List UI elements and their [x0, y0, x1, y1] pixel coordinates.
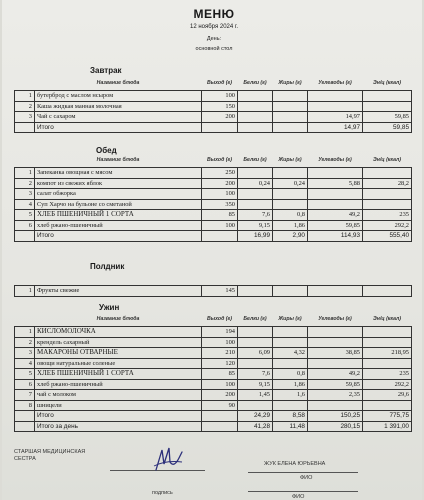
dish-name: чай с молоком: [35, 390, 202, 401]
col-carbs-header: Углеводы (г): [318, 79, 352, 86]
table-row: [15, 189, 412, 200]
menu-date: 12 ноября 2024 г.: [190, 24, 238, 30]
dish-carbs: [308, 327, 363, 338]
dish-fat: [273, 400, 308, 411]
dish-energy: 292,2: [363, 379, 412, 390]
dish-fat: 0,8: [273, 210, 308, 221]
col-protein-header: Белки (г): [243, 315, 267, 322]
row-number: 3: [15, 112, 35, 123]
day-total-carbs: 280,15: [308, 421, 363, 432]
dish-name: хлеб ржано-пшеничный: [35, 220, 202, 231]
row-number: 7: [15, 390, 35, 401]
dish-yield: 350: [202, 199, 238, 210]
table-row: [15, 358, 412, 369]
meal-title-dinner: Ужин: [99, 303, 120, 312]
meal-total-fat: 8,58: [273, 411, 308, 422]
col-fat-header: Жиры (г): [278, 315, 302, 322]
dish-energy: 28,2: [363, 178, 412, 189]
row-number: 1: [15, 286, 35, 297]
dish-energy: [363, 101, 412, 112]
col-energy-header: Эн/ц (ккал): [372, 315, 402, 322]
meal-total-protein: 24,29: [238, 411, 273, 422]
meal-total-label: Итого: [35, 411, 202, 422]
dish-fat: [273, 199, 308, 210]
dish-fat: [273, 189, 308, 200]
dish-carbs: [308, 358, 363, 369]
meal-title-snack: Полдник: [90, 262, 125, 271]
dish-energy: [363, 400, 412, 411]
col-carbs-header: Углеводы (г): [318, 315, 352, 322]
day-total-energy: 1 391,00: [363, 421, 412, 432]
menu-sheet: [2, 0, 422, 500]
row-number: 3: [15, 348, 35, 359]
signature-label: подпись: [152, 490, 173, 496]
meal-total-carbs: 14,97: [308, 122, 363, 133]
meal-total-energy: 775,75: [363, 411, 412, 422]
col-carbs-header: Углеводы (г): [318, 156, 352, 163]
dish-energy: 29,6: [363, 390, 412, 401]
dish-carbs: [308, 101, 363, 112]
dish-fat: [273, 101, 308, 112]
dish-protein: [238, 168, 273, 179]
dish-protein: [238, 400, 273, 411]
meal-total-carbs: 150,25: [308, 411, 363, 422]
dish-fat: 0,8: [273, 369, 308, 380]
table-row: [15, 101, 412, 112]
meal-title-breakfast: Завтрак: [90, 66, 122, 75]
total-spacer: [15, 411, 35, 422]
dish-energy: [363, 168, 412, 179]
dish-energy: [363, 327, 412, 338]
row-number: 2: [15, 101, 35, 112]
dish-carbs: [308, 168, 363, 179]
dish-fat: 1,86: [273, 379, 308, 390]
dish-yield: 210: [202, 348, 238, 359]
table-row: [15, 337, 412, 348]
dish-energy: [363, 199, 412, 210]
dish-yield: 145: [202, 286, 238, 297]
dish-fat: [273, 358, 308, 369]
dish-yield: 150: [202, 101, 238, 112]
table-row: [15, 369, 412, 380]
row-number: 3: [15, 189, 35, 200]
dish-name: Чай с сахаром: [35, 112, 202, 123]
dish-energy: 218,95: [363, 348, 412, 359]
table-row: [15, 178, 412, 189]
col-energy-header: Эн/ц (ккал): [372, 156, 402, 163]
dish-name: компот из свежих яблок: [35, 178, 202, 189]
row-number: 6: [15, 379, 35, 390]
dish-carbs: [308, 286, 363, 297]
dish-name: МАКАРОНЫ ОТВАРНЫЕ: [35, 348, 202, 359]
meal-total-row: [15, 411, 412, 422]
dish-yield: 194: [202, 327, 238, 338]
dish-energy: [363, 337, 412, 348]
signature-scribble: [152, 444, 188, 474]
dish-carbs: 59,85: [308, 379, 363, 390]
meal-total-fat: [273, 122, 308, 133]
dish-energy: 235: [363, 210, 412, 221]
dish-fat: [273, 91, 308, 102]
dish-name: Фрукты свежие: [35, 286, 202, 297]
col-fat-header: Жиры (г): [278, 156, 302, 163]
bottom-fio-line: [248, 491, 358, 492]
nurse-title-line1: СТАРШАЯ МЕДИЦИНСКАЯ: [14, 449, 86, 455]
dinner-table: [14, 312, 412, 432]
table-row: [15, 112, 412, 123]
meal-total-label: Итого: [35, 122, 202, 133]
dish-protein: 9,15: [238, 379, 273, 390]
dish-energy: 59,85: [363, 112, 412, 123]
meal-total-row: [15, 231, 412, 242]
row-number: 4: [15, 199, 35, 210]
row-number: 2: [15, 337, 35, 348]
table-row: [15, 286, 412, 297]
dish-name: шницели: [35, 400, 202, 411]
row-number: 5: [15, 210, 35, 221]
dish-name: КИСЛОМОЛОЧКА: [35, 327, 202, 338]
dish-protein: 0,24: [238, 178, 273, 189]
meal-total-carbs: 114,93: [308, 231, 363, 242]
table-row: [15, 220, 412, 231]
dish-yield: 85: [202, 369, 238, 380]
breakfast-table: [14, 76, 412, 133]
dish-yield: 100: [202, 91, 238, 102]
dish-energy: 235: [363, 369, 412, 380]
dish-name: Каша жидкая манная молочная: [35, 101, 202, 112]
col-name-header: Название блюда: [96, 79, 140, 86]
dish-protein: [238, 189, 273, 200]
col-protein-header: Белки (г): [243, 156, 267, 163]
dish-carbs: 5,88: [308, 178, 363, 189]
nurse-title-line2: СЕСТРА: [14, 456, 36, 462]
dish-protein: [238, 91, 273, 102]
table-row: [15, 390, 412, 401]
dish-yield: 90: [202, 400, 238, 411]
dish-yield: 85: [202, 210, 238, 221]
day-total-protein: 41,28: [238, 421, 273, 432]
dish-yield: 100: [202, 220, 238, 231]
table-row: [15, 91, 412, 102]
dish-name: ХЛЕБ ПШЕНИЧНЫЙ 1 СОРТА: [35, 210, 202, 221]
total-yield-empty: [202, 231, 238, 242]
fio-label: ФИО: [300, 475, 313, 481]
meal-total-label: Итого: [35, 231, 202, 242]
dish-energy: 292,2: [363, 220, 412, 231]
dish-yield: 100: [202, 379, 238, 390]
table-row: [15, 199, 412, 210]
meal-total-row: [15, 122, 412, 133]
dish-name: ХЛЕБ ПШЕНИЧНЫЙ 1 СОРТА: [35, 369, 202, 380]
nurse-name: ЖУК ЕЛЕНА ЮРЬЕВНА: [264, 461, 326, 467]
meal-total-energy: 59,85: [363, 122, 412, 133]
dish-carbs: 49,2: [308, 369, 363, 380]
dish-carbs: 59,85: [308, 220, 363, 231]
dish-yield: 120: [202, 358, 238, 369]
dish-protein: [238, 327, 273, 338]
meal-total-protein: 16,99: [238, 231, 273, 242]
dish-fat: 1,86: [273, 220, 308, 231]
dish-fat: 0,24: [273, 178, 308, 189]
day-label: День:: [206, 36, 222, 42]
snack-table: [14, 285, 412, 297]
day-type: основной стол: [195, 46, 233, 52]
dish-carbs: 14,97: [308, 112, 363, 123]
dish-fat: 4,32: [273, 348, 308, 359]
total-yield-empty: [202, 122, 238, 133]
dish-yield: 200: [202, 178, 238, 189]
dish-energy: [363, 286, 412, 297]
meal-total-fat: 2,90: [273, 231, 308, 242]
dish-yield: 250: [202, 168, 238, 179]
dish-fat: [273, 337, 308, 348]
row-number: 4: [15, 358, 35, 369]
dish-fat: [273, 112, 308, 123]
total-yield-empty: [202, 411, 238, 422]
lunch-rows: [15, 168, 412, 242]
col-yield-header: Выход (г): [207, 315, 232, 322]
day-total-row: [15, 421, 412, 432]
dish-carbs: 38,85: [308, 348, 363, 359]
dish-protein: [238, 358, 273, 369]
dish-energy: [363, 91, 412, 102]
fio-line: [248, 472, 358, 473]
table-row: [15, 168, 412, 179]
row-number: 1: [15, 327, 35, 338]
total-spacer: [15, 122, 35, 133]
dish-protein: [238, 112, 273, 123]
dish-yield: 200: [202, 390, 238, 401]
meal-total-protein: [238, 122, 273, 133]
dish-protein: [238, 199, 273, 210]
dish-carbs: [308, 400, 363, 411]
dish-fat: [273, 327, 308, 338]
meal-title-lunch: Обед: [96, 146, 117, 155]
dinner-rows: [15, 327, 412, 422]
dish-carbs: [308, 199, 363, 210]
dish-name: салат обжорка: [35, 189, 202, 200]
dish-name: Суп Харчо на бульоне со сметаной: [35, 199, 202, 210]
dish-name: Запеканка овощная с мясом: [35, 168, 202, 179]
meal-total-energy: 555,40: [363, 231, 412, 242]
dish-protein: [238, 337, 273, 348]
col-fat-header: Жиры (г): [278, 79, 302, 86]
col-protein-header: Белки (г): [243, 79, 267, 86]
day-total-label: Итого за день: [35, 421, 202, 432]
row-number: 6: [15, 220, 35, 231]
dish-name: бутерброд с маслом нсыром: [35, 91, 202, 102]
table-row: [15, 348, 412, 359]
col-name-header: Название блюда: [96, 315, 140, 322]
dish-carbs: [308, 189, 363, 200]
dish-carbs: 2,35: [308, 390, 363, 401]
snack-rows: [15, 286, 412, 297]
dish-protein: [238, 101, 273, 112]
dish-protein: 9,15: [238, 220, 273, 231]
dish-protein: 7,6: [238, 210, 273, 221]
col-yield-header: Выход (г): [207, 79, 232, 86]
total-spacer: [15, 231, 35, 242]
table-row: [15, 400, 412, 411]
lunch-table: [14, 153, 412, 242]
dish-carbs: 49,2: [308, 210, 363, 221]
dish-carbs: [308, 91, 363, 102]
row-number: 8: [15, 400, 35, 411]
dish-protein: 7,6: [238, 369, 273, 380]
dish-energy: [363, 189, 412, 200]
dish-fat: 1,6: [273, 390, 308, 401]
row-number: 5: [15, 369, 35, 380]
dish-yield: 100: [202, 189, 238, 200]
row-number: 1: [15, 91, 35, 102]
fio-label-bottom: ФИО: [292, 494, 305, 500]
col-name-header: Название блюда: [96, 156, 140, 163]
col-yield-header: Выход (г): [207, 156, 232, 163]
table-row: [15, 379, 412, 390]
dish-energy: [363, 358, 412, 369]
dish-name: крендель сахарный: [35, 337, 202, 348]
row-number: 2: [15, 178, 35, 189]
dish-yield: 200: [202, 112, 238, 123]
day-total-fat: 11,48: [273, 421, 308, 432]
table-row: [15, 327, 412, 338]
col-energy-header: Эн/ц (ккал): [372, 79, 402, 86]
dish-yield: 100: [202, 337, 238, 348]
dish-name: хлеб ржано-пшеничный: [35, 379, 202, 390]
menu-title: МЕНЮ: [193, 7, 235, 21]
table-row: [15, 210, 412, 221]
dish-fat: [273, 286, 308, 297]
dish-protein: 1,45: [238, 390, 273, 401]
dish-carbs: [308, 337, 363, 348]
breakfast-rows: [15, 91, 412, 133]
row-number: 1: [15, 168, 35, 179]
dish-protein: [238, 286, 273, 297]
dish-fat: [273, 168, 308, 179]
dish-protein: 6,09: [238, 348, 273, 359]
dish-name: овощи натуральные соленые: [35, 358, 202, 369]
